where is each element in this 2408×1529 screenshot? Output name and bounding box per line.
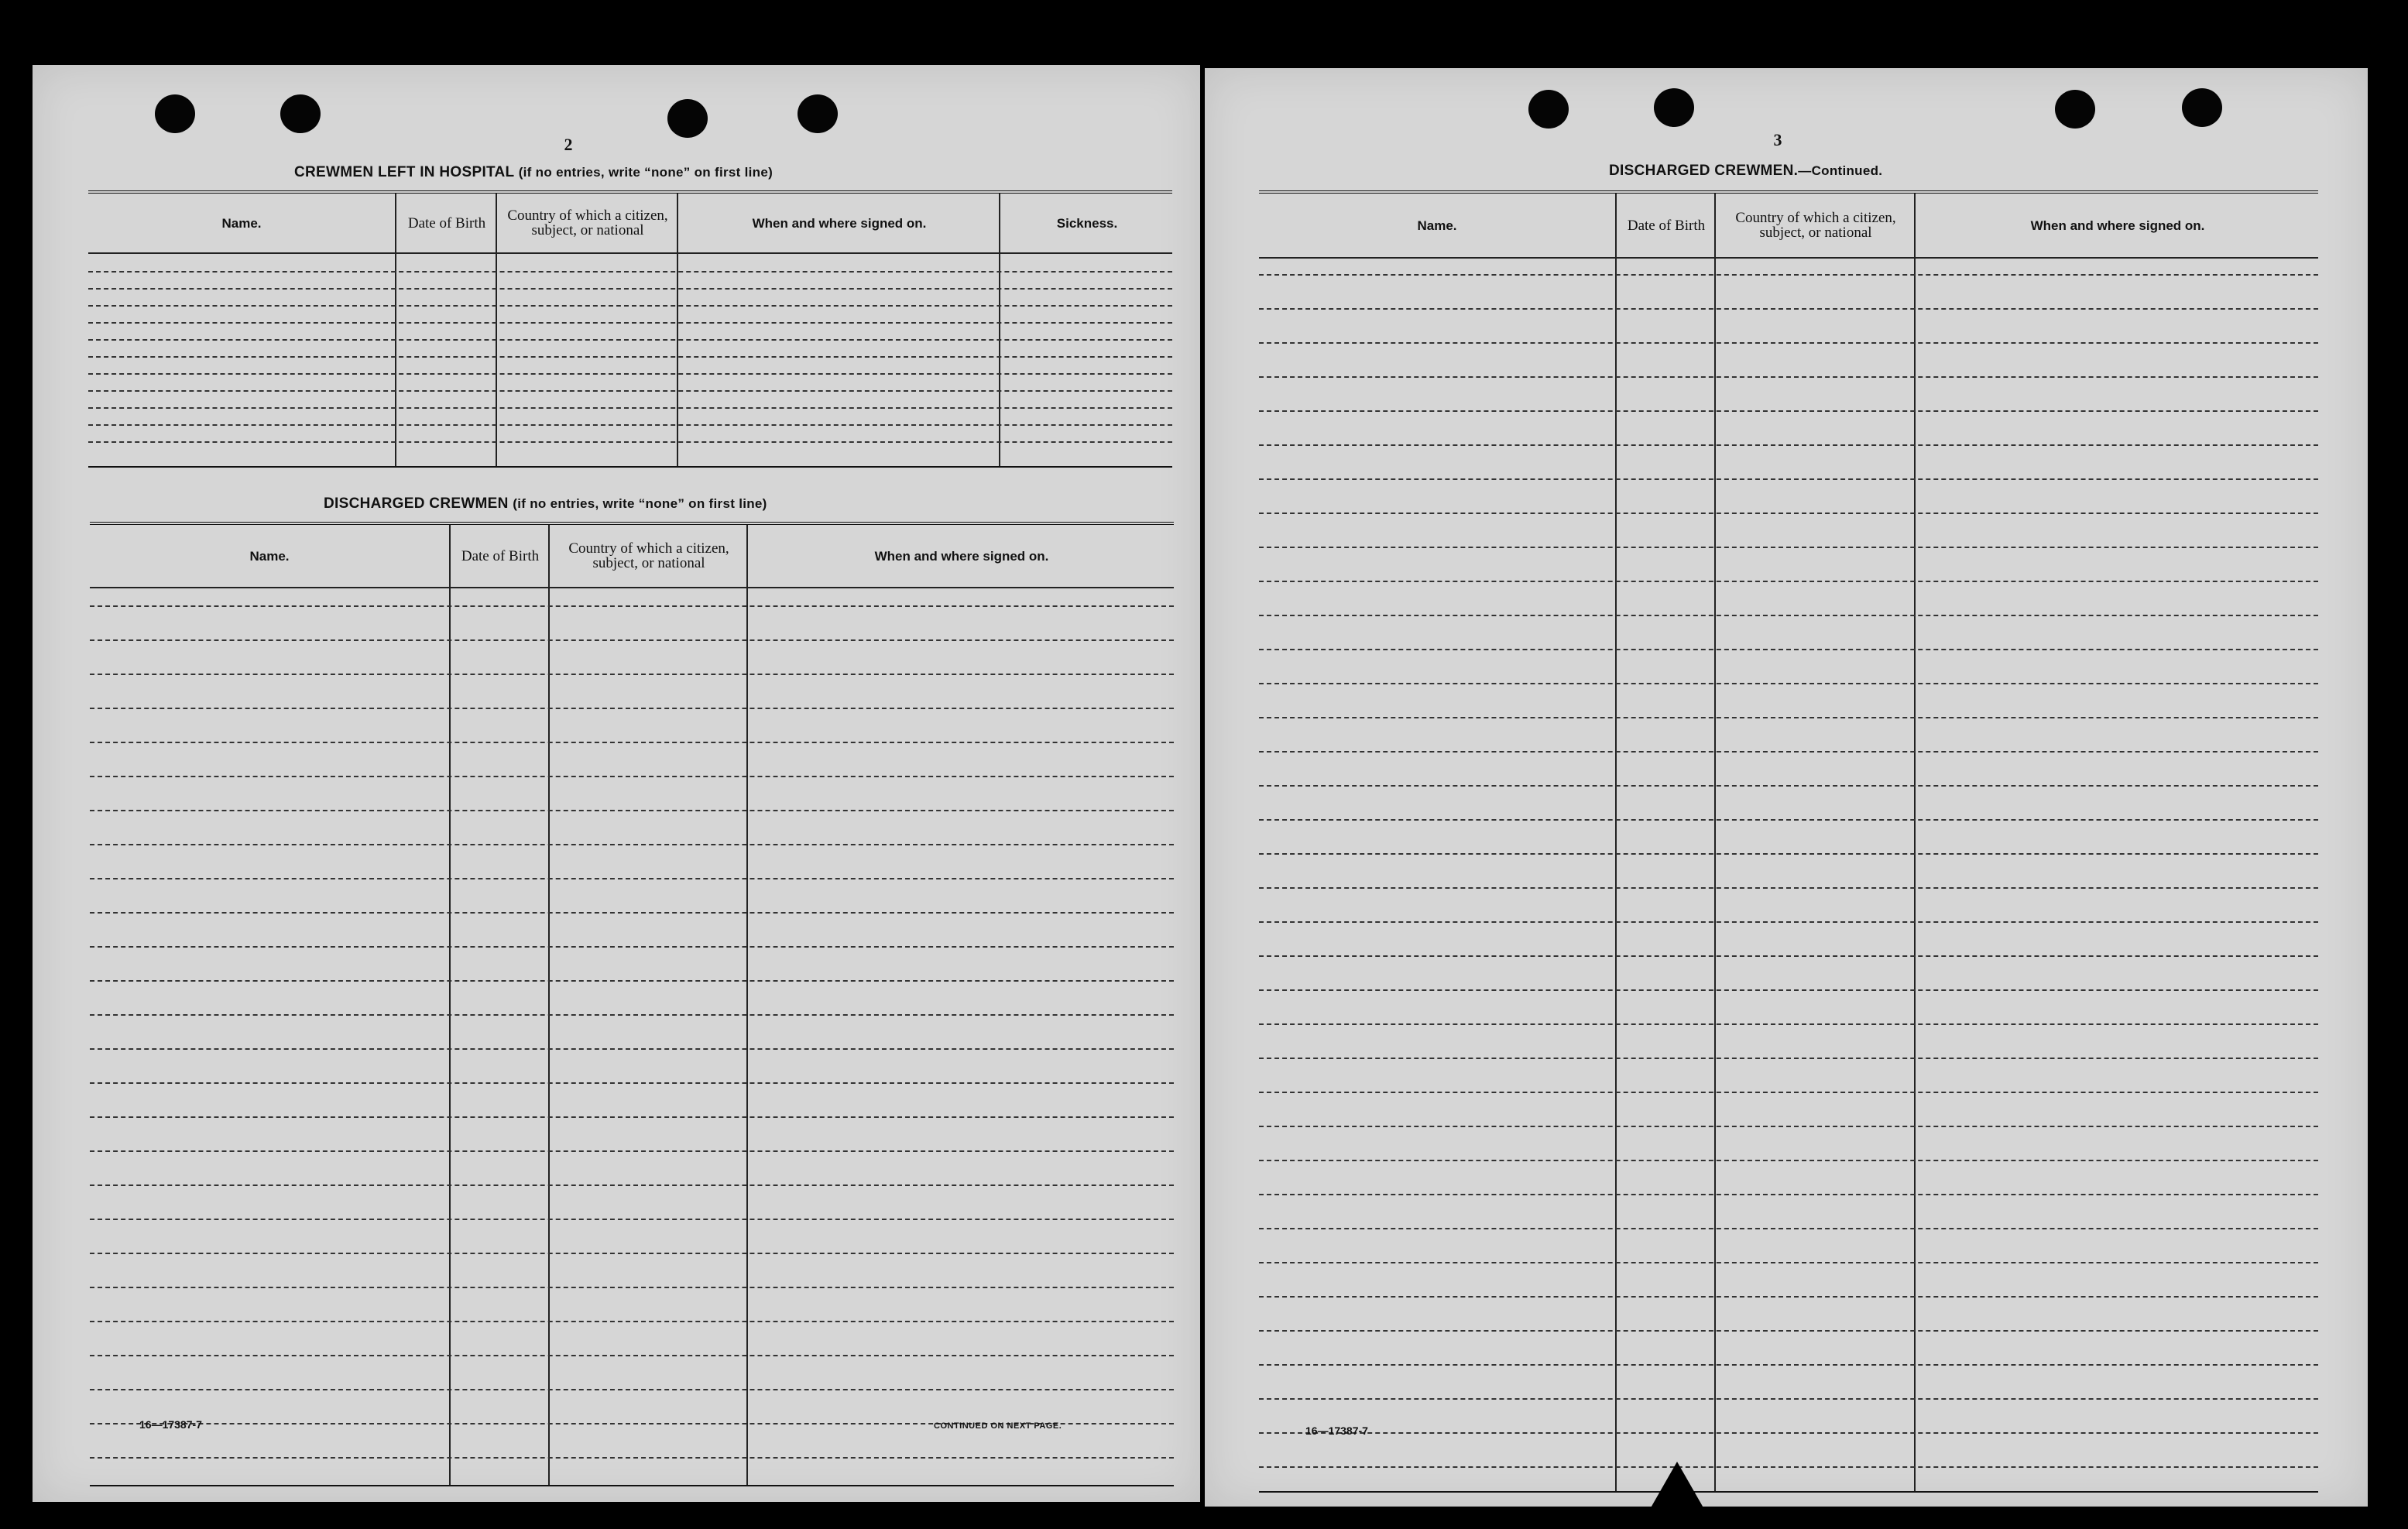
hospital-table-header — [88, 194, 1172, 254]
col-header-signed-on: When and where signed on. — [874, 548, 1049, 564]
blank-entry-line — [88, 339, 1172, 341]
blank-entry-line — [90, 674, 1174, 675]
blank-entry-line — [1259, 1194, 2318, 1195]
blank-entry-line — [1259, 853, 2318, 855]
blank-entry-line — [90, 639, 1174, 641]
blank-entry-line — [90, 1219, 1174, 1220]
hospital-section-title — [294, 164, 773, 181]
blank-entry-line — [1259, 1092, 2318, 1093]
blank-entry-line — [90, 810, 1174, 811]
blank-entry-line — [90, 912, 1174, 914]
blank-entry-line — [1259, 1228, 2318, 1229]
blank-entry-line — [88, 322, 1172, 324]
discharged-section-title — [324, 495, 767, 513]
blank-entry-line — [1259, 1330, 2318, 1332]
col-header-country: Country of which a citizen, subject, or national — [507, 207, 668, 238]
col-header-name: Name. — [249, 548, 290, 564]
punch-hole — [280, 94, 321, 133]
discharged-continued-title-text: DISCHARGED CREWMEN. — [1609, 163, 1799, 179]
blank-entry-line — [1259, 921, 2318, 923]
blank-entry-line — [90, 776, 1174, 777]
blank-entry-line — [1259, 1432, 2318, 1434]
blank-entry-line — [90, 1116, 1174, 1118]
blank-entry-line — [90, 946, 1174, 948]
col-header-sickness: Sickness. — [1056, 215, 1118, 231]
blank-entry-line — [90, 1287, 1174, 1288]
col-header-date-of-birth: Date of Birth — [407, 214, 486, 231]
blank-entry-line — [1259, 615, 2318, 616]
discharged-table — [90, 522, 1174, 1486]
col-header-date-of-birth: Date of Birth — [1627, 217, 1706, 234]
column-divider — [746, 525, 748, 1485]
blank-entry-line — [90, 1389, 1174, 1390]
continued-note: —Continued. — [1798, 163, 1883, 178]
continued-table-header — [1259, 194, 2318, 259]
punch-hole — [155, 94, 195, 133]
blank-entry-line — [90, 1253, 1174, 1254]
left-page — [33, 65, 1200, 1502]
blank-entry-line — [1259, 478, 2318, 480]
col-header-name: Name. — [1417, 218, 1457, 233]
discharged-title-note: (if no entries, write “none” on first line) — [513, 496, 767, 511]
discharged-table-header — [90, 525, 1174, 588]
blank-entry-line — [1259, 444, 2318, 446]
blank-entry-line — [88, 390, 1172, 392]
blank-entry-line — [1259, 887, 2318, 889]
blank-entry-line — [1259, 717, 2318, 718]
blank-entry-line — [88, 271, 1172, 273]
column-divider — [548, 525, 550, 1485]
form-code: 16—17387-7 — [139, 1418, 202, 1431]
blank-entry-line — [1259, 376, 2318, 378]
blank-entry-line — [90, 1082, 1174, 1084]
blank-entry-line — [88, 441, 1172, 443]
blank-entry-line — [1259, 1160, 2318, 1161]
blank-entry-line — [1259, 1126, 2318, 1127]
blank-entry-line — [1259, 1023, 2318, 1025]
blank-entry-line — [1259, 274, 2318, 276]
discharged-continued-title — [1609, 163, 1882, 180]
blank-entry-line — [1259, 683, 2318, 684]
blank-entry-line — [1259, 955, 2318, 957]
blank-entry-line — [90, 1150, 1174, 1152]
hospital-title-text: CREWMEN LEFT IN HOSPITAL — [294, 164, 515, 180]
punch-hole — [1654, 88, 1694, 127]
hospital-table — [88, 190, 1172, 468]
blank-entry-line — [1259, 581, 2318, 582]
page-number: 3 — [1773, 130, 1782, 149]
blank-entry-line — [90, 605, 1174, 607]
discharged-continued-table — [1259, 190, 2318, 1493]
blank-entry-line — [1259, 1364, 2318, 1366]
blank-entry-line — [90, 1457, 1174, 1459]
col-header-signed-on: When and where signed on. — [2030, 218, 2205, 233]
blank-entry-line — [1259, 1466, 2318, 1468]
blank-entry-line — [1259, 410, 2318, 412]
blank-entry-line — [1259, 1398, 2318, 1400]
continued-on-next-page: CONTINUED ON NEXT PAGE. — [934, 1421, 1062, 1431]
punch-hole — [2055, 90, 2095, 129]
blank-entry-line — [90, 1184, 1174, 1186]
paper-tear — [1646, 1462, 1708, 1516]
blank-entry-line — [90, 1048, 1174, 1050]
blank-entry-line — [1259, 989, 2318, 991]
blank-entry-line — [90, 980, 1174, 982]
blank-entry-line — [1259, 1296, 2318, 1298]
blank-entry-line — [1259, 547, 2318, 548]
discharged-title-text: DISCHARGED CREWMEN — [324, 495, 509, 512]
blank-entry-line — [90, 1355, 1174, 1356]
blank-entry-line — [1259, 751, 2318, 753]
punch-hole — [667, 99, 708, 138]
blank-entry-line — [1259, 649, 2318, 650]
blank-entry-line — [1259, 1058, 2318, 1059]
blank-entry-line — [1259, 1262, 2318, 1263]
blank-entry-line — [90, 878, 1174, 879]
col-header-signed-on: When and where signed on. — [752, 215, 927, 231]
blank-entry-line — [90, 1014, 1174, 1016]
blank-entry-line — [88, 305, 1172, 307]
blank-entry-line — [88, 424, 1172, 426]
col-header-country: Country of which a citizen, subject, or national — [1735, 210, 1896, 241]
blank-entry-line — [88, 373, 1172, 375]
blank-entry-line — [90, 708, 1174, 709]
col-header-date-of-birth: Date of Birth — [461, 547, 540, 564]
blank-entry-line — [1259, 342, 2318, 344]
punch-hole — [2182, 88, 2222, 127]
form-code: 16—17387-7 — [1305, 1424, 1368, 1437]
blank-entry-line — [1259, 513, 2318, 514]
blank-entry-line — [90, 1321, 1174, 1322]
right-page — [1205, 68, 2368, 1507]
blank-entry-line — [90, 742, 1174, 743]
blank-entry-line — [88, 356, 1172, 358]
blank-entry-line — [1259, 785, 2318, 787]
col-header-country: Country of which a citizen, subject, or national — [568, 540, 729, 571]
hospital-title-note: (if no entries, write “none” on first line) — [518, 165, 774, 180]
col-header-name: Name. — [221, 215, 262, 231]
column-divider — [449, 525, 451, 1485]
punch-hole — [798, 94, 838, 133]
blank-entry-line — [88, 288, 1172, 290]
blank-entry-line — [90, 844, 1174, 845]
blank-entry-line — [88, 407, 1172, 409]
page-number: 2 — [564, 135, 573, 154]
punch-hole — [1528, 90, 1569, 129]
blank-entry-line — [1259, 308, 2318, 310]
blank-entry-line — [1259, 819, 2318, 821]
